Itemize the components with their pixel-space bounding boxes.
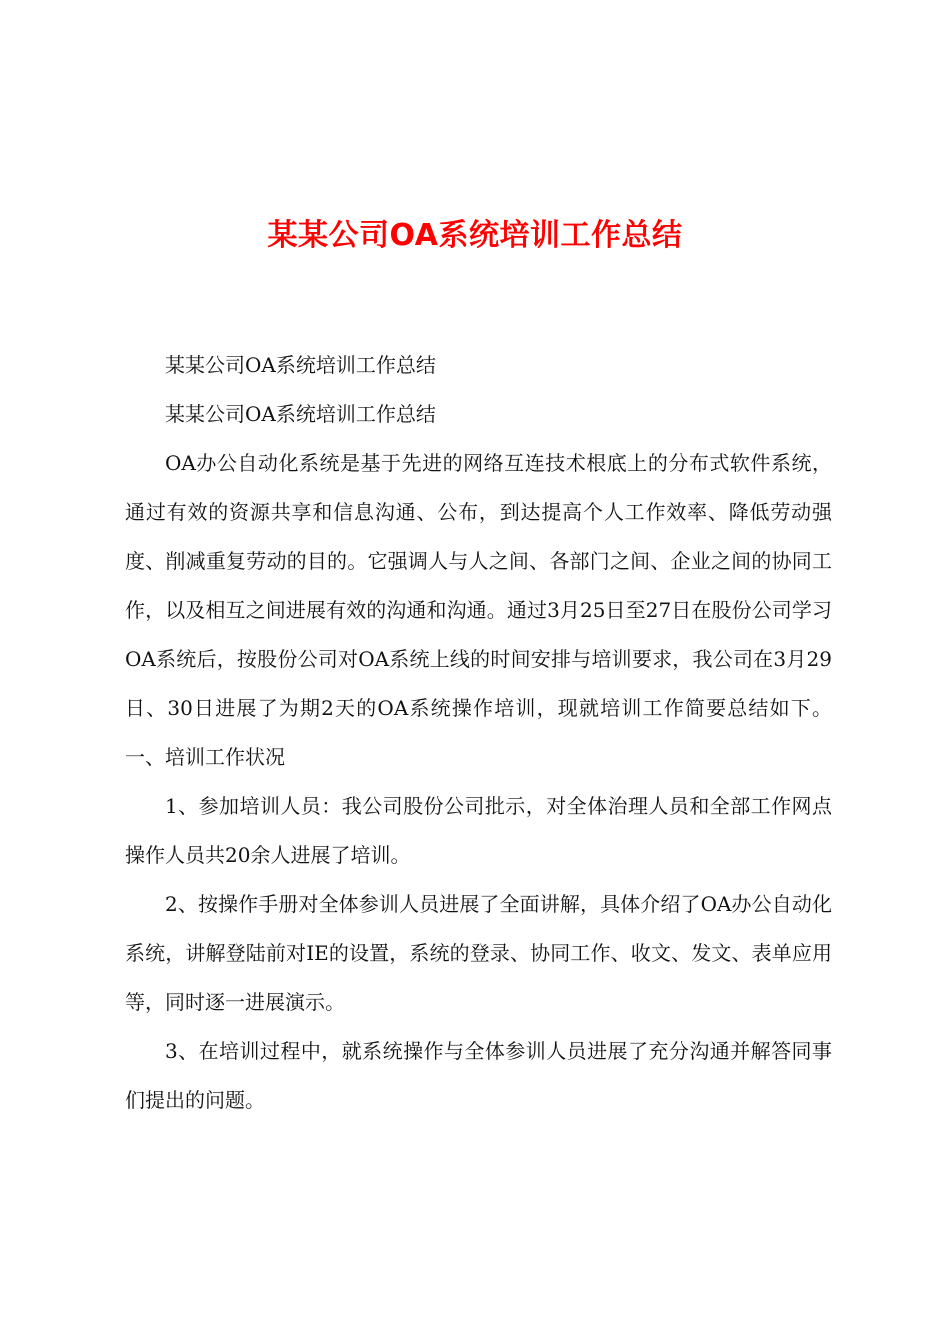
- paragraph-item-2: 2、按操作手册对全体参训人员进展了全面讲解，具体介绍了OA办公自动化系统，讲解登陆前对IE的设置，系统的登录、协同工作、收文、发文、表单应用等，同时逐一进展演示。: [125, 892, 832, 1014]
- document-title: 某某公司OA系统培训工作总结: [267, 218, 683, 253]
- paragraph-item-3: 3、在培训过程中，就系统操作与全体参训人员进展了充分沟通并解答同事们提出的问题。: [125, 1039, 832, 1112]
- paragraph-heading-1: 某某公司OA系统培训工作总结: [165, 353, 436, 377]
- paragraph-intro: OA办公自动化系统是基于先进的网络互连技术根底上的分布式软件系统，通过有效的资源共享和信息沟通、公布，到达提高个人工作效率、降低劳动强度、削减重复劳动的目的。它强调人与人之间、各部门之间、企业之间的协同工作，以及相互之间进展有效的沟通和沟通。通过3月25日至27日在股份公司学习OA系统后，按股份公司对OA系统上线的时间安排与培训要求，我公司在3月29日、30日进展了为期2天的OA系统操作培训，现就培训工作简要总结如下。一、培训工作状况: [125, 451, 832, 769]
- document-body: [125, 341, 832, 1125]
- paragraph-heading-2: 某某公司OA系统培训工作总结: [165, 402, 436, 426]
- paragraph-item-1: 1、参加培训人员：我公司股份公司批示，对全体治理人员和全部工作网点操作人员共20余人进展了培训。: [125, 794, 832, 867]
